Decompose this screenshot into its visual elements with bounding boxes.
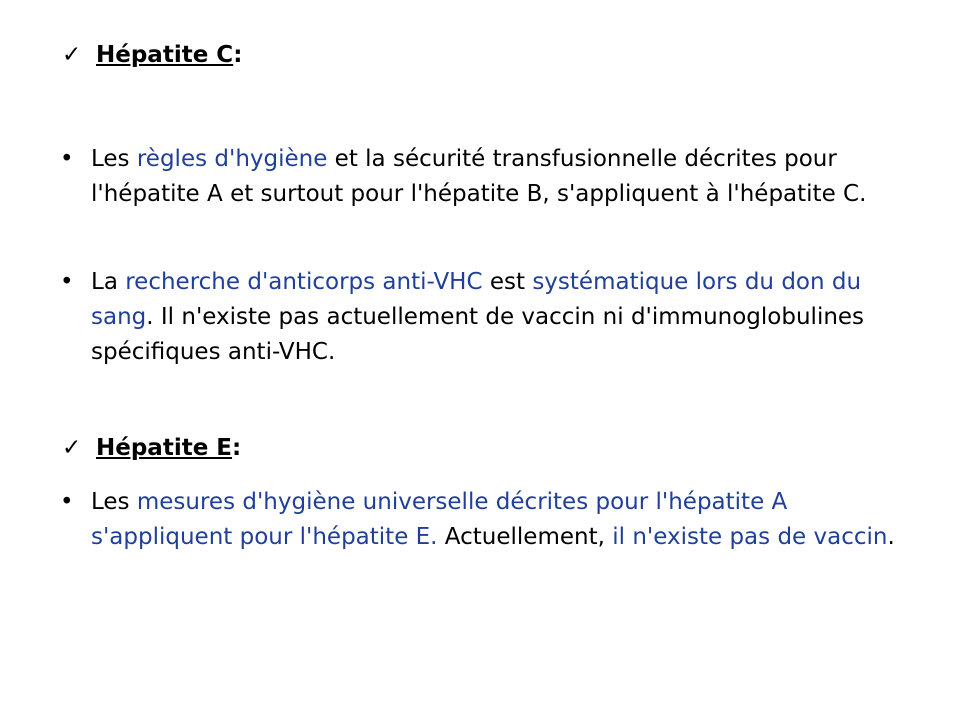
heading-colon: : (233, 42, 243, 68)
bullet-text (91, 265, 912, 370)
text-segment: La (91, 269, 126, 295)
text-segment: . Il n'existe pas actuellement de vaccin ni d'immunoglobulines spécifiques anti-VHC. (91, 304, 865, 365)
text-segment: il n'existe pas de vaccin (612, 524, 888, 550)
text-segment: recherche d'anticorps anti-VHC (125, 269, 483, 295)
heading-hepatite-e (62, 435, 241, 463)
bullet-icon: • (60, 489, 74, 515)
bullet-icon: • (60, 146, 74, 172)
bullet-text (91, 485, 912, 555)
heading-hepatite-c (62, 42, 242, 70)
heading-title: Hépatite E (96, 435, 233, 461)
bullet-text (91, 142, 912, 212)
bullet-item (60, 142, 912, 212)
bullet-icon: • (60, 269, 74, 295)
checkmark-icon: ✓ (62, 42, 82, 68)
text-segment: mesures d'hygiène universelle décrites pour l'hépatite A s'appliquent pour l'hépatite E. (91, 489, 788, 550)
bullet-item (60, 265, 912, 370)
text-segment: et la sécurité transfusionnelle décrites pour l'hépatite A et surtout pour l'hépatite B, s'appliquent à l'hépatite C. (91, 146, 867, 207)
text-segment: règles d'hygiène (136, 146, 328, 172)
checkmark-icon: ✓ (62, 435, 82, 461)
text-segment: . (887, 524, 895, 550)
text-segment: Actuellement, (437, 524, 613, 550)
text-segment: Les (91, 489, 137, 515)
text-segment: est (482, 269, 533, 295)
text-segment: systématique lors du don du sang (91, 269, 862, 330)
text-segment: Les (91, 146, 137, 172)
heading-title: Hépatite C (96, 42, 234, 68)
heading-colon: : (232, 435, 242, 461)
bullet-item (60, 485, 912, 555)
